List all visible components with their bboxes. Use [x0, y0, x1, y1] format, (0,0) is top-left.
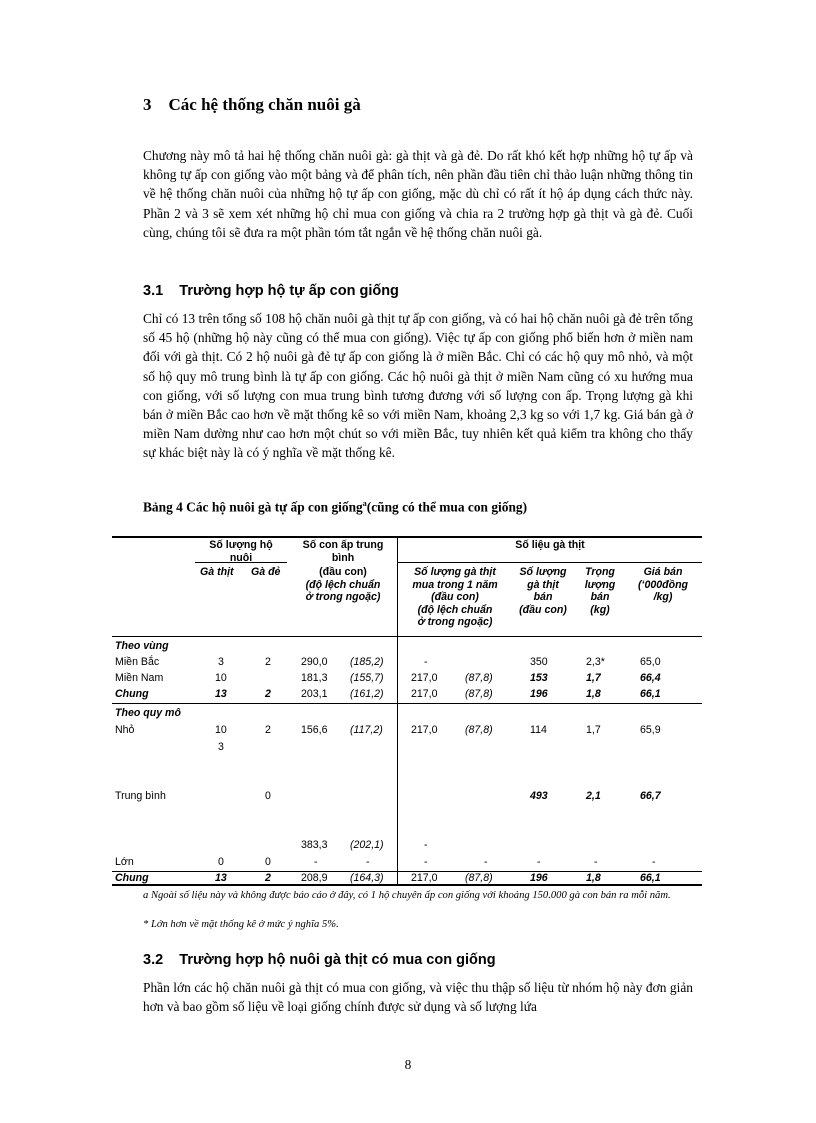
row-small-bought: 217,0 [411, 724, 438, 736]
row-north-broiler: 3 [218, 656, 224, 668]
header-bought-line3: (đầu con) [431, 591, 479, 603]
row-small-broiler-extra: 3 [218, 741, 224, 753]
subsection-number: 3.1 [143, 283, 164, 299]
row-large-weight: - [594, 856, 598, 868]
row-large-bought-sd: - [484, 856, 488, 868]
row-total-scale-label: Chung [115, 872, 149, 884]
row-small-bought-sd: (87,8) [465, 724, 493, 736]
row-small-hatched-sd: (117,2) [350, 724, 383, 736]
header-price [626, 566, 700, 604]
header-price-line2: (‘000đồng [637, 578, 689, 591]
subsection-heading-3-2 [143, 952, 496, 968]
row-south-hatched-sd: (155,7) [350, 672, 384, 684]
header-sold-line1: Số lượng [519, 566, 567, 578]
row-small-layer: 2 [265, 724, 271, 736]
row-small-sold: 114 [530, 724, 547, 736]
header-sold-line3: bán [533, 591, 553, 603]
header-price-line3: /kg) [653, 591, 673, 603]
row-extra-hatched: 383,3 [301, 839, 328, 851]
header-weight-line3: bán [590, 591, 610, 603]
header-hatched-unit-line3: ở trong ngoặc) [305, 591, 381, 603]
header-hatched-unit-line2: (độ lệch chuẩn [305, 578, 381, 591]
row-total-region-broiler: 13 [215, 688, 227, 700]
section-title: Các hệ thống chăn nuôi gà [168, 95, 361, 114]
header-households-line2: nuôi [229, 551, 253, 564]
table-bottom-rule-1 [112, 871, 702, 872]
row-north-sold: 350 [530, 656, 548, 668]
paragraph-3-2: Phần lớn các hộ chăn nuôi gà thịt có mua con giống, và việc thu thập số liệu từ nhóm hộ này đơn giản hơn và bao gồm số liệu về loại giống chính được sử dụng và số lượng lứa [143, 980, 693, 1015]
row-total-region-layer: 2 [265, 688, 271, 700]
row-south-hatched: 181,3 [301, 672, 328, 684]
footnote-a: a Ngoài số liệu này và không được báo cáo ở đây, có 1 hộ chuyên ấp con giống với khoảng 150.000 gà con bán ra mỗi năm. [143, 890, 671, 901]
row-large-hatched: - [314, 856, 318, 868]
row-south-bought-sd: (87,8) [465, 672, 493, 684]
row-total-scale-hatched-sd: (164,3) [350, 872, 384, 884]
row-south-broiler: 10 [215, 672, 227, 684]
row-north-hatched-sd: (185,2) [350, 656, 384, 668]
subsection-heading-3-1 [143, 283, 399, 299]
row-medium-price: 66,7 [640, 790, 661, 802]
paragraph-3-1: Chỉ có 13 trên tổng số 108 hộ chăn nuôi gà thịt tự ấp con giống, và có hai hộ chăn nuôi gà đẻ trên tổng số 45 hộ (những hộ này cũng có thể mua con giống). Việc tự ấp con giống phổ biến hơn ở miền nam đối với gà thịt. Có 2 hộ nuôi gà đẻ tự ấp con giống là ở miền Bắc. Chỉ có các hộ quy mô nhỏ, và một số hộ quy mô trung bình là tự ấp con giống. Các hộ nuôi gà thịt ở miền Nam cũng có xu hướng mua con giống, với số lượng con mua trung bình tương đương với số lượng con ấp. Trọng lượng gà khi bán ở miền Bắc cao hơn về mặt thống kê so với miền Nam, khoảng 2,3 kg so với 1,7 kg. Giá bán gà ở miền Nam dường như cao hơn một chút so với miền Bắc, tuy nhiên kết quả kiểm tra không cho thấy sự khác biệt này là có ý nghĩa về mặt thống kê. [143, 311, 693, 461]
row-south-weight: 1,7 [586, 672, 601, 684]
row-total-scale-weight: 1,8 [586, 872, 601, 884]
row-large-sold: - [537, 856, 541, 868]
row-medium-sold: 493 [530, 790, 548, 802]
header-bought-line1: Số lượng gà thịt [414, 566, 496, 578]
header-hatched-unit [291, 566, 395, 604]
header-sold-line4: (đầu con) [519, 603, 567, 616]
row-large-bought: - [424, 856, 428, 868]
row-total-region-price: 66,1 [640, 688, 661, 700]
header-weight-line1: Trọng [585, 566, 615, 578]
intro-paragraph: Chương này mô tả hai hệ thống chăn nuôi gà: gà thịt và gà đẻ. Do rất khó kết hợp những hộ tự ấp và không tự ấp con giống vào một bảng và để phân tích, nên phần đầu tiên chỉ thảo luận những thông tin về hệ thống chăn nuôi của những hộ tự ấp con giống, mặc dù chỉ có rất ít hộ áp dụng cách thức này. Phần 2 và 3 sẽ xem xét những hộ chỉ mua con giống và chia ra 2 trường hợp gà thịt và gà đẻ. Cuối cùng, chúng tôi sẽ đưa ra một phần tóm tắt ngắn về hệ thống chăn nuôi gà. [143, 148, 693, 240]
header-bought [400, 566, 510, 629]
subsection-number: 3.2 [143, 952, 164, 968]
header-sold-line2: gà thịt [527, 578, 559, 591]
row-total-scale-bought-sd: (87,8) [465, 872, 493, 884]
caption-tail: (cũng có thể mua con giống) [366, 499, 528, 515]
row-total-scale-broiler: 13 [215, 872, 227, 884]
row-north-layer: 2 [265, 656, 271, 668]
row-total-region-weight: 1,8 [586, 688, 601, 700]
header-weight [576, 566, 624, 616]
row-north-weight: 2,3* [586, 656, 605, 668]
row-medium-label: Trung bình [115, 790, 166, 802]
row-total-region-bought-sd: (87,8) [465, 688, 493, 700]
header-households-line1: Số lượng hộ [209, 539, 273, 551]
header-bought-line5: ở trong ngoặc) [417, 616, 493, 628]
row-small-broiler: 10 [215, 724, 227, 736]
header-weight-line2: lượng [584, 578, 616, 591]
section-heading [143, 95, 361, 115]
header-layer-col: Gà đẻ [251, 566, 281, 578]
caption-superscript: a [362, 499, 367, 508]
row-south-sold: 153 [530, 672, 548, 684]
row-north-price: 65,0 [640, 656, 661, 668]
row-total-region-sold: 196 [530, 688, 548, 700]
row-total-scale-layer: 2 [265, 872, 271, 884]
row-total-scale-hatched: 208,9 [301, 872, 328, 884]
header-bought-line4: (độ lệch chuẩn [417, 603, 493, 616]
row-total-scale-sold: 196 [530, 872, 548, 884]
row-total-region-bought: 217,0 [411, 688, 438, 700]
row-south-bought: 217,0 [411, 672, 438, 684]
header-hatched-unit-line1: (đầu con) [319, 566, 367, 578]
subsection-title: Trường hợp hộ tự ấp con giống [179, 283, 399, 299]
subsection-title: Trường hợp hộ nuôi gà thịt có mua con giống [179, 952, 496, 968]
group-label-region: Theo vùng [115, 640, 169, 652]
section-number: 3 [143, 95, 152, 114]
row-north-label: Miền Bắc [115, 656, 160, 668]
row-medium-layer: 0 [265, 790, 271, 802]
header-hatched [291, 539, 395, 564]
row-total-region-hatched-sd: (161,2) [350, 688, 384, 700]
header-subrule-broiler [398, 562, 702, 563]
header-households [195, 539, 287, 564]
row-large-hatched-sd: - [366, 856, 370, 868]
row-medium-weight: 2,1 [586, 790, 601, 802]
header-sold [512, 566, 574, 616]
table-group-rule [112, 703, 702, 704]
header-bought-line2: mua trong 1 năm [412, 578, 498, 591]
row-large-price: - [652, 856, 656, 868]
header-weight-line4: (kg) [590, 603, 610, 616]
row-total-region-label: Chung [115, 688, 149, 700]
table-bottom-rule-2 [112, 884, 702, 886]
row-total-scale-price: 66,1 [640, 872, 661, 884]
row-small-label: Nhỏ [115, 724, 135, 736]
row-large-broiler: 0 [218, 856, 224, 868]
row-extra-hatched-sd: (202,1) [350, 839, 384, 851]
row-small-hatched: 156,6 [301, 724, 328, 736]
row-total-region-hatched: 203,1 [301, 688, 328, 700]
row-total-scale-bought: 217,0 [411, 872, 438, 884]
header-broiler-data: Số liệu gà thịt [515, 539, 585, 551]
row-small-weight: 1,7 [586, 724, 601, 736]
header-hatched-line1: Số con ấp trung [302, 539, 384, 551]
header-hatched-line2: bình [331, 551, 355, 564]
row-large-label: Lớn [115, 856, 134, 868]
table-top-rule [112, 536, 702, 538]
row-small-price: 65,9 [640, 724, 661, 736]
row-south-label: Miền Nam [115, 672, 164, 684]
row-south-price: 66,4 [640, 672, 661, 684]
row-extra-bought: - [424, 839, 428, 851]
row-large-layer: 0 [265, 856, 271, 868]
group-label-scale: Theo quy mô [115, 707, 181, 719]
row-north-hatched: 290,0 [301, 656, 328, 668]
table-divider [397, 538, 398, 885]
header-broiler-col: Gà thịt [200, 566, 234, 578]
table-caption [143, 499, 527, 515]
row-north-bought: - [424, 656, 428, 668]
table-header-rule [112, 636, 702, 637]
caption-text: Bảng 4 Các hộ nuôi gà tự ấp con giống [143, 499, 363, 515]
header-price-line1: Giá bán [643, 566, 683, 578]
page-number: 8 [404, 1057, 412, 1072]
footnote-star: * Lớn hơn về mặt thống kê ở mức ý nghĩa 5%. [143, 919, 339, 930]
